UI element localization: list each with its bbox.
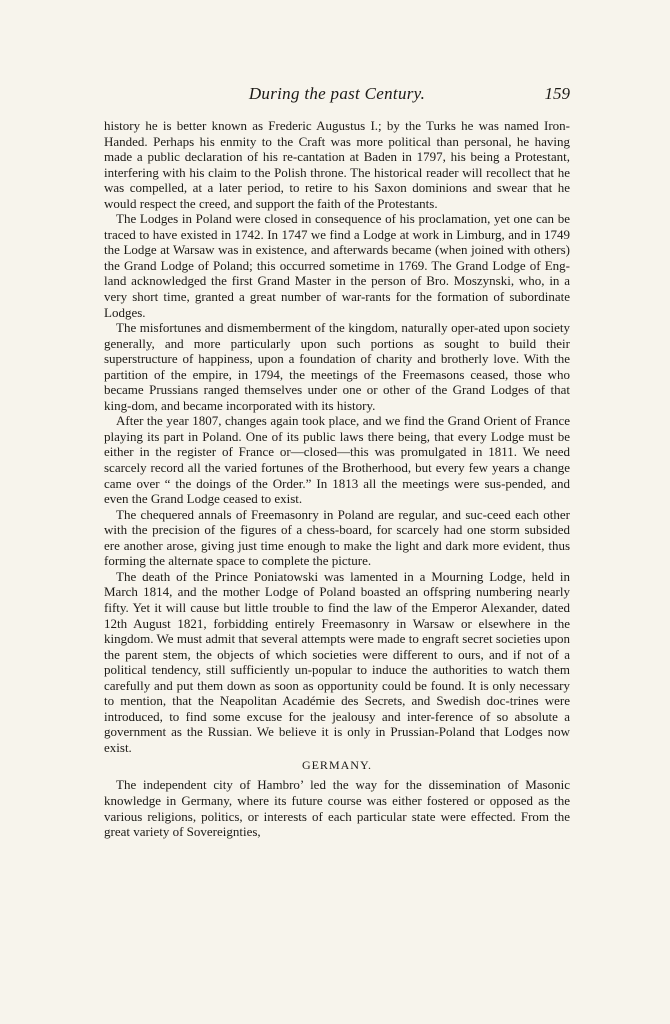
paragraph-misfortunes: The misfortunes and dismemberment of the kingdom, naturally oper-ated upon society generally, and more particularly upon such portions as sought to build their superstructure of happiness, upon a foundation of charity and brotherly love. With the partition of the empire, in 1794, the meetings of the Freemasons ceased, those who became Prussians ranged themselves under one or other of the Grand Lodges of that king-dom, and became incorporated with its history. xyxy=(104,320,570,413)
section-heading-germany: GERMANY. xyxy=(301,758,373,773)
paragraph-chequered-annals: The chequered annals of Freemasonry in Poland are regular, and suc-ceed each other with the precision of the figures of a chess-board, for scarcely had one storm subsided ere another arose, giving just time enough to make the light and dark more evident, thus forming the alternate space to complete the picture. xyxy=(104,506,570,569)
paragraph-frederic-augustus: history he is better known as Frederic Augustus I.; by the Turks he was named Iron-Handed. Perhaps his enmity to the Craft was more political than personal, he having made a public declaration of his re-cantation at Baden in 1797, his being a Protestant, interfering with his claim to the Polish throne. The historical reader will recollect that he was compelled, at a later period, to retire to his Saxon dominions and swear that he would respect the creed, and support the faith of the Protestants. xyxy=(104,118,570,211)
paragraph-hambro: The independent city of Hambro’ led the way for the dissemination of Masonic knowledge in Germany, where its future course was either fostered or opposed as the various religions, politics, or interests of each particular state were effected. From the great variety of Sovereignties, xyxy=(104,777,570,840)
paragraph-after-1807: After the year 1807, changes again took place, and we find the Grand Orient of France playing its part in Poland. One of its public laws there being, that every Lodge must be either in the register of France or—closed—this was promulgated in 1811. We need scarcely record all the varied fortunes of the Brotherhood, but every few years a change came over “ the doings of the Order.” In 1813 all the meetings were sus-pended, and even the Grand Lodge ceased to exist. xyxy=(104,413,570,507)
paragraph-poniatowski: The death of the Prince Poniatowski was lamented in a Mourning Lodge, held in March 1814, and the mother Lodge of Poland boasted an offspring numbering nearly fifty. Yet it will cause but little trouble to find the law of the Emperor Alexander, dated 12th August 1821, forbidding entirely Freemasonry in Warsaw or elsewhere in the kingdom. We must admit that several attempts were made to engraft secret societies upon the parent stem, the objects of which societies were different to ours, and if not of a political tendency, still sufficiently un-popular to induce the authorities to watch them carefully and put them down as soon as opportunity could be found. It is only necessary to mention, that the Neapolitan Académie des Secrets, and Swedish doc-trines were introduced, to find some excuse for the jealousy and inter-ference of so absolute a government as the Russian. We believe it is only in Prussian-Poland that Lodges now exist. xyxy=(104,568,570,755)
running-title: During the past Century. xyxy=(248,84,426,103)
running-head xyxy=(104,84,570,110)
body-text xyxy=(104,118,570,840)
page-number: 159 xyxy=(544,84,570,103)
paragraph-lodges-in-poland: The Lodges in Poland were closed in consequence of his proclamation, yet one can be traced to have existed in 1742. In 1747 we find a Lodge at work in Limburg, and in 1749 the Lodge at Warsaw was in existence, and afterwards became (when joined with others) the Grand Lodge of Poland; this occurred sometime in 1769. The Grand Lodge of Eng-land acknowledged the first Grand Master in the person of Bro. Moszynski, who, in a very short time, granted a great number of war-rants for the formation of subordinate Lodges. xyxy=(104,211,570,320)
